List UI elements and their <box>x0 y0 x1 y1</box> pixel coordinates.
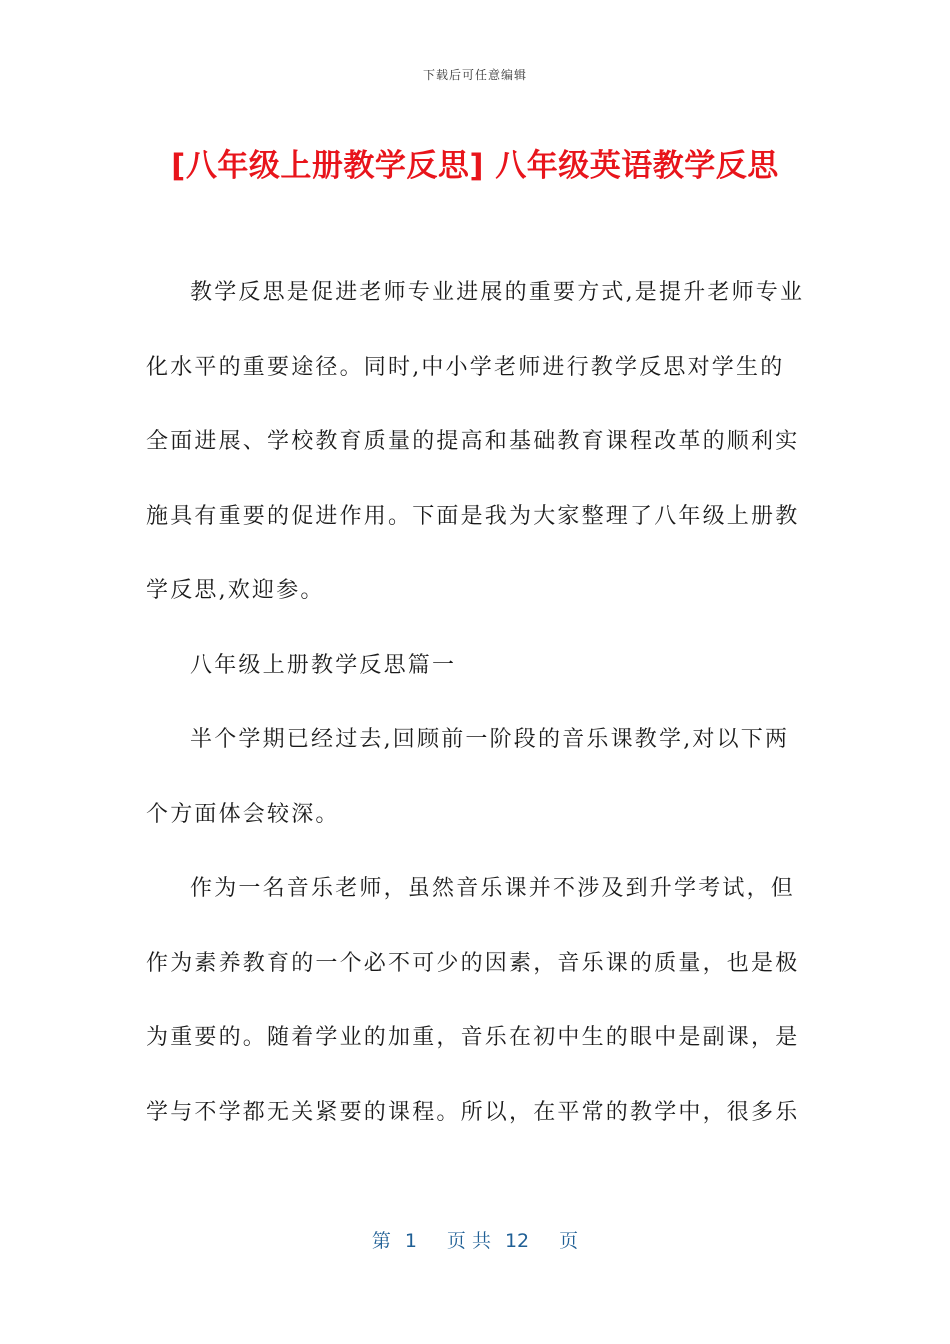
paragraph-intro: 教学反思是促进老师专业进展的重要方式,是提升老师专业化水平的重要途径。同时,中小学老师进行教学反思对学生的全面进展、学校教育质量的提高和基础教育课程改革的顺利实施具有重要的促进作用。下面是我为大家整理了八年级上册教学反思,欢迎参。 <box>146 280 805 603</box>
footer-prefix: 第 <box>371 1230 391 1252</box>
footer-total-pages: 12 <box>504 1230 530 1252</box>
footer-middle: 页 共 <box>446 1230 491 1252</box>
paragraph-review: 半个学期已经过去,回顾前一阶段的音乐课教学,对以下两个方面体会较深。 <box>146 727 790 827</box>
document-title: [八年级上册教学反思] 八年级英语教学反思 <box>171 148 779 184</box>
page-footer <box>0 1226 950 1253</box>
paragraph-music-teacher: 作为一名音乐老师，虽然音乐课并不涉及到升学考试，但作为素养教育的一个必不可少的因素，音乐课的质量，也是极为重要的。随着学业的加重，音乐在初中生的眼中是副课，是学与不学都无关紧要的课程。所以，在平常的教学中，很多乐 <box>146 876 800 1125</box>
document-body <box>146 256 806 1150</box>
footer-current-page: 1 <box>404 1230 417 1252</box>
section-heading: 八年级上册教学反思篇一 <box>190 652 457 678</box>
header-note: 下载后可任意编辑 <box>422 68 527 82</box>
footer-suffix: 页 <box>559 1230 579 1252</box>
